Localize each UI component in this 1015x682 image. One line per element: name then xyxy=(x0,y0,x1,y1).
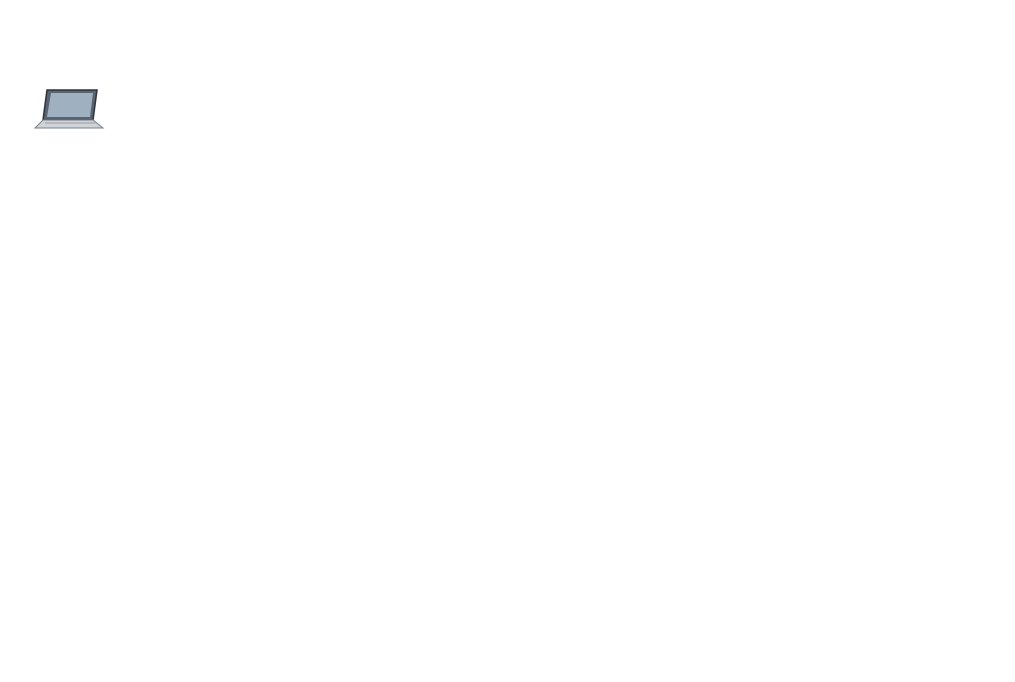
arch-figure xyxy=(0,290,1015,640)
laptop-icon xyxy=(33,88,105,132)
